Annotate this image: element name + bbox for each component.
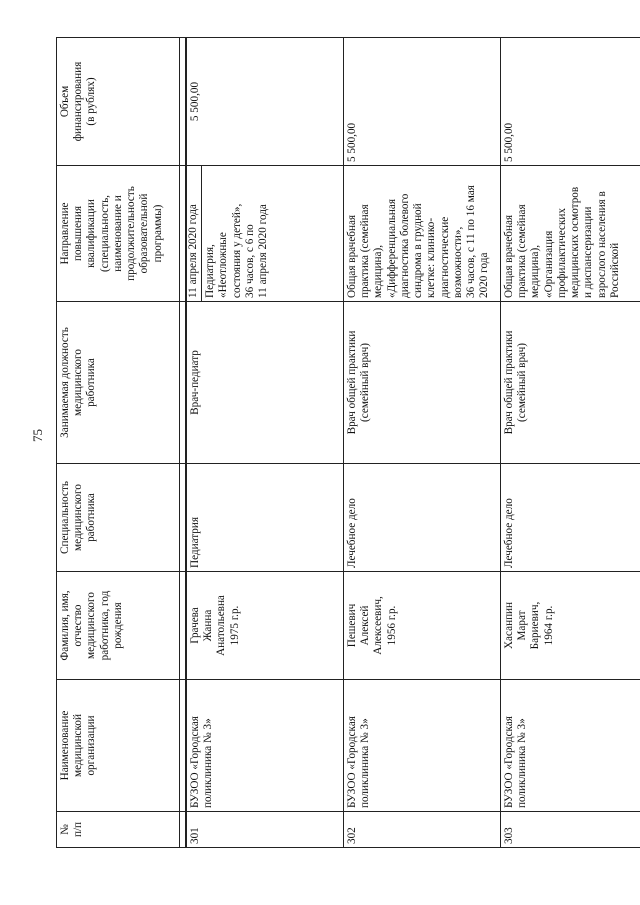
row-num: 303 [501,812,640,848]
row-funding: 5 500,00 [344,38,501,166]
row-specialty: Педиатрия [186,464,344,572]
header-row [57,38,180,848]
row-name: Хасанпин Марат Бариевич, 1964 г.р. [501,572,640,680]
header-org: Наименование медицинской организации [57,680,180,812]
row-name: Грачева Жанна Анатольевна 1975 г.р. [186,572,344,680]
row-funding: 5 500,00 [501,38,640,166]
row-position: Врач-педиатр [186,302,344,464]
row-funding: 5 500,00 [186,38,344,166]
row-direction-cell [186,166,344,302]
carryover-text: 11 апреля 2020 года [187,166,202,301]
row-position: Врач общей практики (семейный врач) [344,302,501,464]
row-direction: Общая врачебная практика (семейная медицина), «Организация профилактических медицинских осмотров и диспансеризации взрослого населения в Российской [501,166,640,302]
row-num: 301 [186,812,344,848]
row-specialty: Лечебное дело [344,464,501,572]
row-specialty: Лечебное дело [501,464,640,572]
header-position: Занимаемая должность медицинского работника [57,302,180,464]
table-row [186,38,344,848]
page-number-text: 75 [30,429,45,442]
row-org: БУЗОО «Городская поликлиника № 3» [501,680,640,812]
row-direction: Педиатрия, «Неотложные состояния у детей», 36 часов, с 6 по 11 апреля 2020 года [204,203,270,298]
training-table [56,37,640,848]
row-direction: Общая врачебная практика (семейная медицина), «Дифференциальная диагностика болевого синдрома в грудной клетке: клинико- диагностические возможности», 36 часов, с 11 по 16 мая 2020 года [344,166,501,302]
header-num: № п/п [57,812,180,848]
header-funding: Объем финансирования (в рублях) [57,38,180,166]
row-org: БУЗОО «Городская поликлиника № 3» [344,680,501,812]
row-name: Пешевич Алексей Алексеевич, 1956 г.р. [344,572,501,680]
header-direction: Направление повышения квалификации (специальность, наименование и продолжительность образовательной программы) [57,166,180,302]
table-row [501,38,640,848]
table-row [344,38,501,848]
header-specialty: Специальность медицинского работника [57,464,180,572]
row-num: 302 [344,812,501,848]
row-org: БУЗОО «Городская поликлиника № 3» [186,680,344,812]
header-name: Фамилия, имя, отчество медицинского работника, год рождения [57,572,180,680]
row-position: Врач общей практики (семейный врач) [501,302,640,464]
rotated-table-wrapper [56,38,621,848]
